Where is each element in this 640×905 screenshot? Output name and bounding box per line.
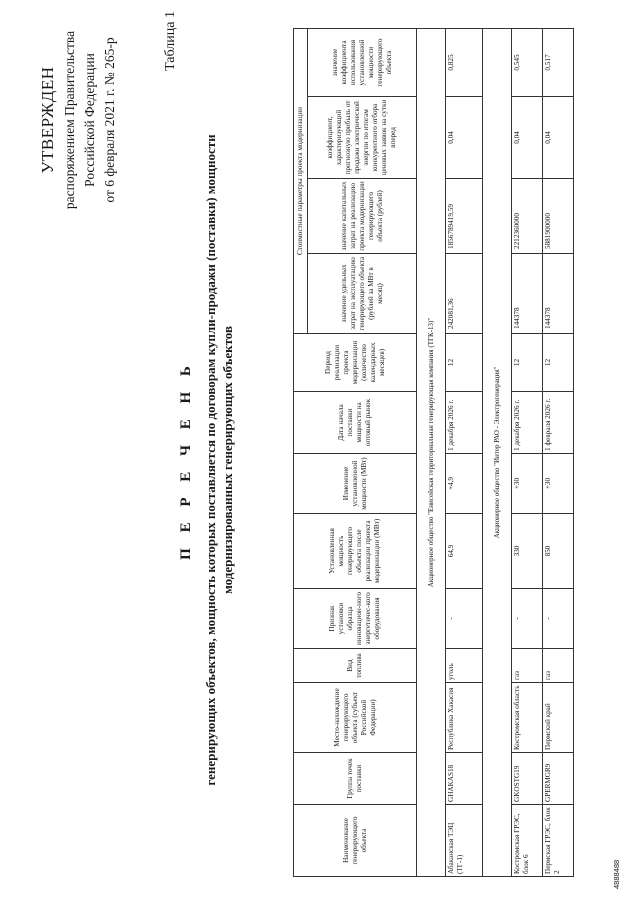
cell-location: Костромская область xyxy=(512,683,543,753)
cell-start: 1 декабря 2026 г. xyxy=(446,392,483,454)
cell-name: Костромская ГРЭС, блок 6 xyxy=(512,805,543,877)
cell-capacity: 64,9 xyxy=(446,514,483,589)
header-capital-cost: значение капитальных затрат на реализацию проекта модернизации генерирующего объекта (рублей) xyxy=(308,179,417,254)
approval-title: УТВЕРЖДЕН xyxy=(38,66,57,174)
cell-fuel: газ xyxy=(543,649,574,683)
cell-period: 12 xyxy=(446,334,483,392)
cell-period: 12 xyxy=(512,334,543,392)
approval-line-1: распоряжением Правительства xyxy=(62,30,77,210)
header-start: Дата начала поставки мощности на оптовый рынок xyxy=(294,392,417,454)
cell-usage-coef: 0,825 xyxy=(446,29,483,97)
cell-fuel: уголь xyxy=(446,649,483,683)
table-row xyxy=(543,29,574,877)
company-name: Акционерное общество "Енисейская территориальная генерирующая компания (ТГК-13)" xyxy=(417,29,446,877)
cell-capital-cost: 2212360000 xyxy=(512,179,543,254)
cell-specific-cost: 144378 xyxy=(512,254,543,334)
document-title: П Е Р Е Ч Е Н Ь xyxy=(178,360,194,560)
cell-change: +4,9 xyxy=(446,454,483,514)
cell-innovative: - xyxy=(543,589,574,649)
cell-specific-cost: 144378 xyxy=(543,254,574,334)
table-row xyxy=(446,29,483,877)
header-gtp: Группа точек поставки xyxy=(294,753,417,805)
cell-change: +30 xyxy=(543,454,574,514)
header-location: Место-нахождение генерирующего объекта (субъект Российской Федерации) xyxy=(294,683,417,753)
header-cost-group: Стоимостные параметры проекта модернизации xyxy=(294,29,308,334)
cell-location: Пермский край xyxy=(543,683,574,753)
cell-usage-coef: 0,545 xyxy=(512,29,543,97)
document-title-block xyxy=(178,35,236,885)
cell-profit-coef: 0,04 xyxy=(446,97,483,179)
cell-profit-coef: 0,04 xyxy=(543,97,574,179)
header-specific-cost: значение удельных затрат на эксплуатацию генерирующего объекта (рублей за МВт в месяц) xyxy=(308,254,417,334)
cell-gtp: GPERMGR9 xyxy=(543,753,574,805)
cell-period: 12 xyxy=(543,334,574,392)
header-fuel: Вид топлива xyxy=(294,649,417,683)
header-period: Период реализации проекта модернизации (количество календарных месяцев) xyxy=(294,334,417,392)
cell-change: +30 xyxy=(512,454,543,514)
cell-name: Пермская ГРЭС, блок 2 xyxy=(543,805,574,877)
document-subtitle-line-2: модернизированных генерирующих объектов xyxy=(220,326,235,595)
table-label: Таблица 1 xyxy=(163,11,178,71)
approval-line-3: от 6 февраля 2021 г. № 265-р xyxy=(102,37,117,203)
header-name: Наименование генерирующего объекта xyxy=(294,805,417,877)
document-subtitle-line-1: генерирующих объектов, мощность которых поставляется по договорам купли-продажи (поставки) мощности xyxy=(203,134,218,786)
cell-capacity: 850 xyxy=(543,514,574,589)
header-usage-coef: значение коэффициента использования установленной мощности генерирующего объекта xyxy=(308,29,417,97)
cell-start: 1 декабря 2026 г. xyxy=(512,392,543,454)
cell-capacity: 330 xyxy=(512,514,543,589)
objects-table xyxy=(293,28,574,877)
cell-specific-cost: 242081,36 xyxy=(446,254,483,334)
company-name: Акционерное общество "Интер РАО - Электрогенерация" xyxy=(483,29,512,877)
cell-capital-cost: 1856789419,59 xyxy=(446,179,483,254)
cell-start: 1 февраля 2026 г. xyxy=(543,392,574,454)
header-profit-coef: коэффициент, характеризующий прогнозную прибыль от продажи электрической энергии по итогам конкурентного отбора ценовых заявок на сутки вперед xyxy=(308,97,417,179)
header-change: Изменение установленной мощности (МВт) xyxy=(294,454,417,514)
cell-fuel: газ xyxy=(512,649,543,683)
header-innovative: Признак установки образца инновацион-ного энергетичес-кого оборудования xyxy=(294,589,417,649)
table-row xyxy=(512,29,543,877)
document-number: 4888488 xyxy=(612,859,621,889)
table-header-row xyxy=(294,29,308,877)
cell-innovative: - xyxy=(446,589,483,649)
approval-line-2: Российской Федерации xyxy=(82,53,97,187)
cell-profit-coef: 0,04 xyxy=(512,97,543,179)
cell-capital-cost: 5881900000 xyxy=(543,179,574,254)
cell-innovative: - xyxy=(512,589,543,649)
cell-name: Абаканская ТЭЦ (ТГ-1) xyxy=(446,805,483,877)
approval-stamp xyxy=(36,10,120,230)
cell-gtp: GHAKAS18 xyxy=(446,753,483,805)
header-capacity: Установленная мощность генерирующего объекта после реализации проекта модернизации (МВт) xyxy=(294,514,417,589)
cell-gtp: GKOSTG19 xyxy=(512,753,543,805)
company-group-row xyxy=(417,29,446,877)
company-group-row xyxy=(483,29,512,877)
cell-usage-coef: 0,517 xyxy=(543,29,574,97)
cell-location: Республика Хакасия xyxy=(446,683,483,753)
